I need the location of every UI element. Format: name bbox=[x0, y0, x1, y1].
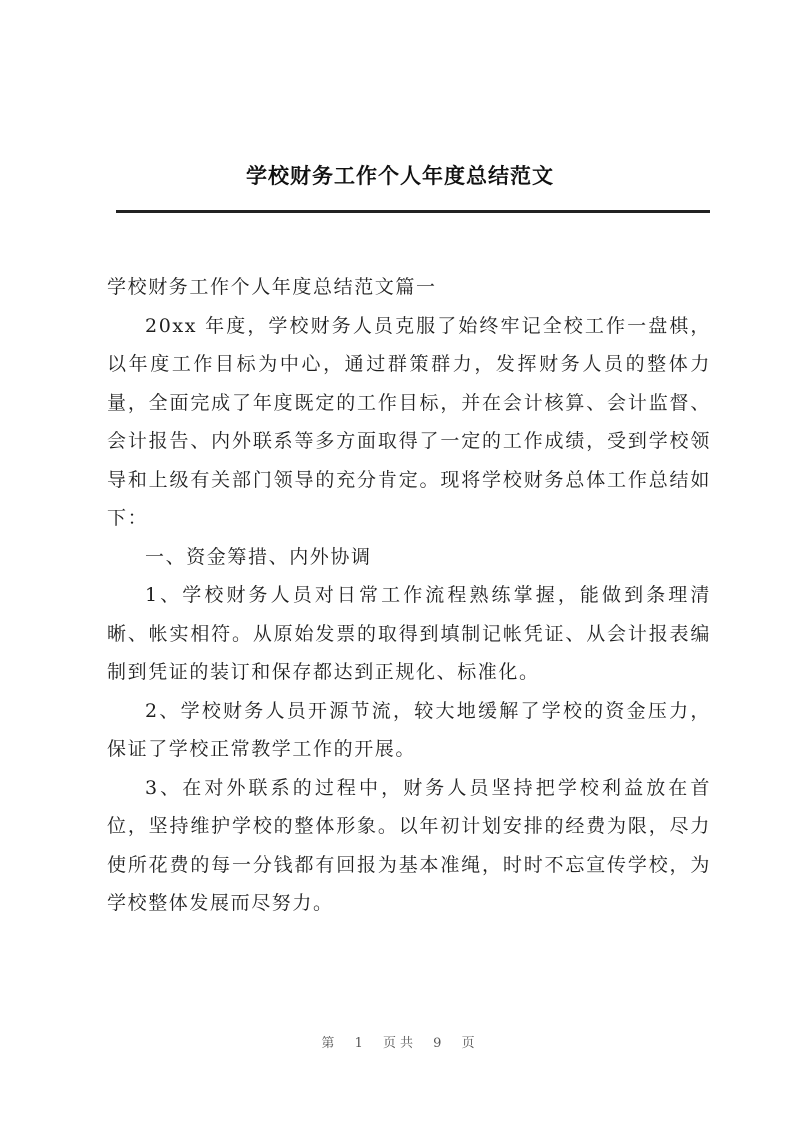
document-title: 学校财务工作个人年度总结范文 bbox=[246, 164, 554, 188]
title-underline bbox=[116, 210, 710, 213]
footer-middle: 页共 bbox=[382, 1036, 417, 1051]
list-item-paragraph: 1、学校财务人员对日常工作流程熟练掌握，能做到条理清晰、帐实相符。从原始发票的取得到填制记帐凭证、从会计报表编制到凭证的装订和保存都达到正规化、标准化。 bbox=[107, 584, 711, 683]
footer-suffix: 页 bbox=[461, 1036, 479, 1051]
subsection-heading: 一、资金筹措、内外协调 bbox=[145, 545, 372, 568]
footer-prefix: 第 bbox=[321, 1036, 339, 1051]
list-item-paragraph: 3、在对外联系的过程中，财务人员坚持把学校利益放在首位，坚持维护学校的整体形象。以年初计划安排的经费为限，尽力使所花费的每一分钱都有回报为基本准绳，时时不忘宣传学校，为学校整体发展而尽努力。 bbox=[107, 776, 711, 914]
footer-total-pages: 9 bbox=[433, 1036, 446, 1051]
section-heading: 学校财务工作个人年度总结范文篇一 bbox=[107, 276, 437, 298]
footer-current-page: 1 bbox=[354, 1036, 367, 1051]
list-item-paragraph: 2、学校财务人员开源节流，较大地缓解了学校的资金压力，保证了学校正常教学工作的开展。 bbox=[107, 699, 711, 760]
intro-paragraph: 20xx 年度，学校财务人员克服了始终牢记全校工作一盘棋，以年度工作目标为中心，通过群策群力，发挥财务人员的整体力量，全面完成了年度既定的工作目标，并在会计核算、会计监督、会计报告、内外联系等多方面取得了一定的工作成绩，受到学校领导和上级有关部门领导的充分肯定。现将学校财务总体工作总结如下： bbox=[107, 314, 711, 529]
document-body bbox=[107, 268, 711, 923]
page-footer bbox=[0, 1032, 800, 1051]
